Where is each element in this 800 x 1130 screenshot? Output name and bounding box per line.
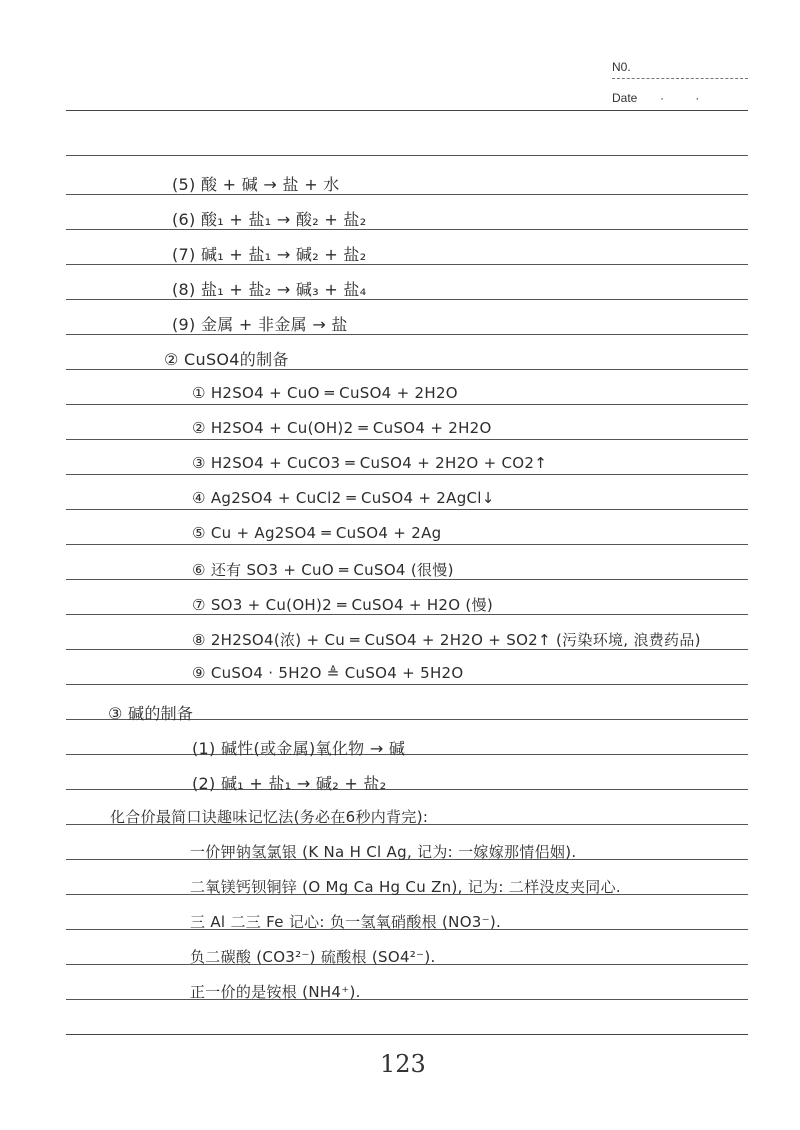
valence-line-3: 三 Al 二三 Fe 记心: 负一氢氧硝酸根 (NO3⁻). bbox=[190, 913, 502, 931]
equation-line-5: ⑤ Cu + Ag2SO4 ═ CuSO4 + 2Ag bbox=[192, 524, 442, 542]
section-heading-cuso4: ② CuSO4的制备 bbox=[164, 350, 289, 369]
ruled-line bbox=[66, 194, 748, 195]
ruled-line bbox=[66, 474, 748, 475]
reaction-line-6: (6) 酸₁ + 盐₁ → 酸₂ + 盐₂ bbox=[172, 210, 367, 229]
base-method-line-1: (1) 碱性(或金属)氧化物 → 碱 bbox=[192, 739, 406, 758]
equation-line-3: ③ H2SO4 + CuCO3 ═ CuSO4 + 2H2O + CO2↑ bbox=[192, 454, 548, 472]
reaction-line-9: (9) 金属 + 非金属 → 盐 bbox=[172, 315, 348, 334]
header-no-label: N0. bbox=[612, 60, 631, 74]
equation-line-6: ⑥ 还有 SO3 + CuO ═ CuSO4 (很慢) bbox=[192, 561, 454, 579]
equation-line-9: ⑨ CuSO4 · 5H2O ≜ CuSO4 + 5H2O bbox=[192, 664, 464, 682]
valence-line-5: 正一价的是铵根 (NH4⁺). bbox=[190, 983, 361, 1001]
page-number: 123 bbox=[380, 1050, 426, 1078]
reaction-line-8: (8) 盐₁ + 盐₂ → 碱₃ + 盐₄ bbox=[172, 280, 367, 299]
ruled-line bbox=[66, 544, 748, 545]
ruled-line bbox=[66, 110, 748, 111]
valence-mnemonic-title: 化合价最简口诀趣味记忆法(务必在6秒内背完): bbox=[110, 808, 429, 826]
equation-line-4: ④ Ag2SO4 + CuCl2 ═ CuSO4 + 2AgCl↓ bbox=[192, 489, 495, 507]
valence-line-4: 负二碳酸 (CO3²⁻) 硫酸根 (SO4²⁻). bbox=[190, 948, 436, 966]
ruled-line bbox=[66, 999, 748, 1000]
valence-line-2: 二氧镁钙钡铜锌 (O Mg Ca Hg Cu Zn), 记为: 二样没皮夹同心. bbox=[190, 878, 621, 896]
equation-line-2: ② H2SO4 + Cu(OH)2 ═ CuSO4 + 2H2O bbox=[192, 419, 492, 437]
reaction-line-7: (7) 碱₁ + 盐₁ → 碱₂ + 盐₂ bbox=[172, 245, 367, 264]
ruled-line bbox=[66, 334, 748, 335]
header-date-dots: · · bbox=[660, 91, 714, 105]
ruled-line bbox=[66, 404, 748, 405]
base-method-line-2: (2) 碱₁ + 盐₁ → 碱₂ + 盐₂ bbox=[192, 774, 387, 793]
ruled-line bbox=[66, 1034, 748, 1035]
ruled-line bbox=[66, 299, 748, 300]
equation-line-1: ① H2SO4 + CuO ═ CuSO4 + 2H2O bbox=[192, 384, 458, 402]
ruled-line bbox=[66, 229, 748, 230]
equation-line-7: ⑦ SO3 + Cu(OH)2 ═ CuSO4 + H2O (慢) bbox=[192, 596, 494, 614]
ruled-line bbox=[66, 439, 748, 440]
header-date-label: Date bbox=[612, 91, 638, 105]
ruled-line bbox=[66, 789, 748, 790]
ruled-line bbox=[66, 754, 748, 755]
header-no-line bbox=[612, 78, 748, 79]
valence-line-1: 一价钾钠氢氯银 (K Na H Cl Ag, 记为: 一嫁嫁那情侣姻). bbox=[190, 843, 577, 861]
ruled-line bbox=[66, 264, 748, 265]
ruled-line bbox=[66, 509, 748, 510]
equation-line-8: ⑧ 2H2SO4(浓) + Cu ═ CuSO4 + 2H2O + SO2↑ (污染环境, 浪费药品) bbox=[192, 631, 701, 649]
section-heading-base: ③ 碱的制备 bbox=[108, 704, 194, 723]
ruled-line bbox=[66, 155, 748, 156]
ruled-line bbox=[66, 684, 748, 685]
reaction-line-5: (5) 酸 + 碱 → 盐 + 水 bbox=[172, 175, 340, 194]
